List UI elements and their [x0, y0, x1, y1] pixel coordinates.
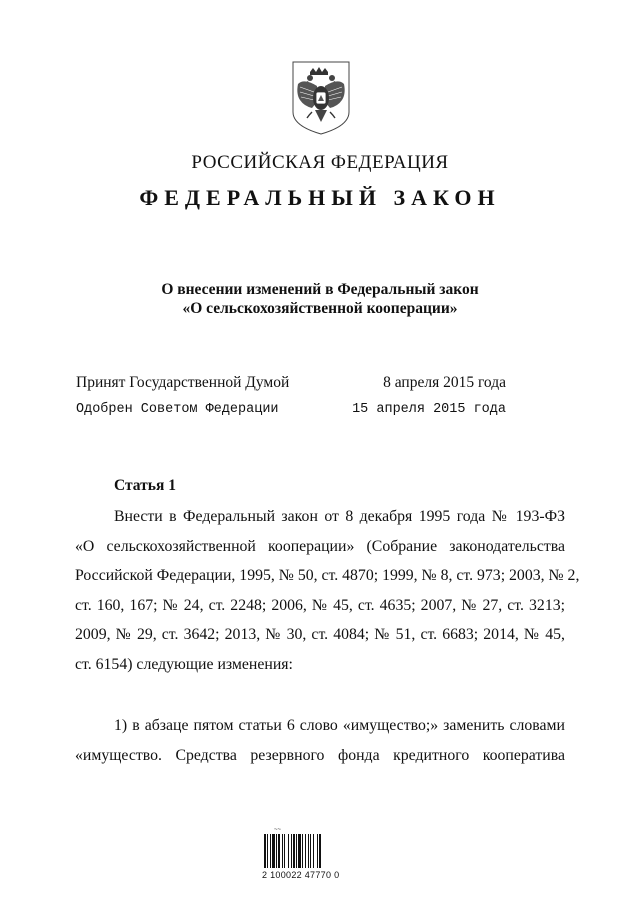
text-line: 2009, № 29, ст. 3642; 2013, № 30, ст. 4084; № 51, ст. 6683; 2014, № 45, — [75, 626, 565, 644]
svg-text:~~: ~~ — [274, 827, 282, 833]
adoption-date: 8 апреля 2015 года — [383, 374, 506, 391]
article-paragraph-1 — [75, 502, 580, 680]
text-line: «имущество. Средства резервного фонда кредитного кооператива — [75, 746, 565, 764]
text-line: Российской Федерации, 1995, № 50, ст. 4870; 1999, № 8, ст. 973; 2003, № 2, — [75, 567, 580, 585]
adoption-label: Одобрен Советом Федерации — [76, 402, 279, 417]
text-line: ст. 160, 167; № 24, ст. 2248; 2006, № 45, ст. 4635; 2007, № 27, ст. 3213; — [75, 596, 565, 614]
barcode-number: 2 100022 47770 0 — [262, 870, 340, 880]
adoption-row-council — [76, 402, 506, 417]
adoption-label: Принят Государственной Думой — [76, 374, 290, 391]
law-title-line-1: О внесении изменений в Федеральный закон — [161, 281, 479, 298]
text-line: ст. 6154) следующие изменения: — [75, 655, 293, 673]
text-line: Внести в Федеральный закон от 8 декабря 1995 года № 193-ФЗ — [114, 508, 565, 525]
text-line: 1) в абзаце пятом статьи 6 слово «имущество;» заменить словами — [114, 717, 565, 734]
country-name: РОССИЙСКАЯ ФЕДЕРАЦИЯ — [191, 152, 449, 173]
coat-of-arms-emblem — [290, 60, 352, 136]
article-paragraph-2 — [75, 711, 565, 770]
article-heading: Статья 1 — [114, 477, 176, 494]
law-title-line-2: «О сельскохозяйственной кооперации» — [182, 300, 458, 317]
document-type: ФЕДЕРАЛЬНЫЙ ЗАКОН — [139, 185, 501, 210]
text-line: «О сельскохозяйственной кооперации» (Собрание законодательства — [75, 537, 565, 555]
adoption-date: 15 апреля 2015 года — [352, 402, 506, 417]
adoption-row-duma — [76, 374, 506, 392]
law-title — [0, 280, 640, 318]
barcode — [262, 824, 352, 890]
